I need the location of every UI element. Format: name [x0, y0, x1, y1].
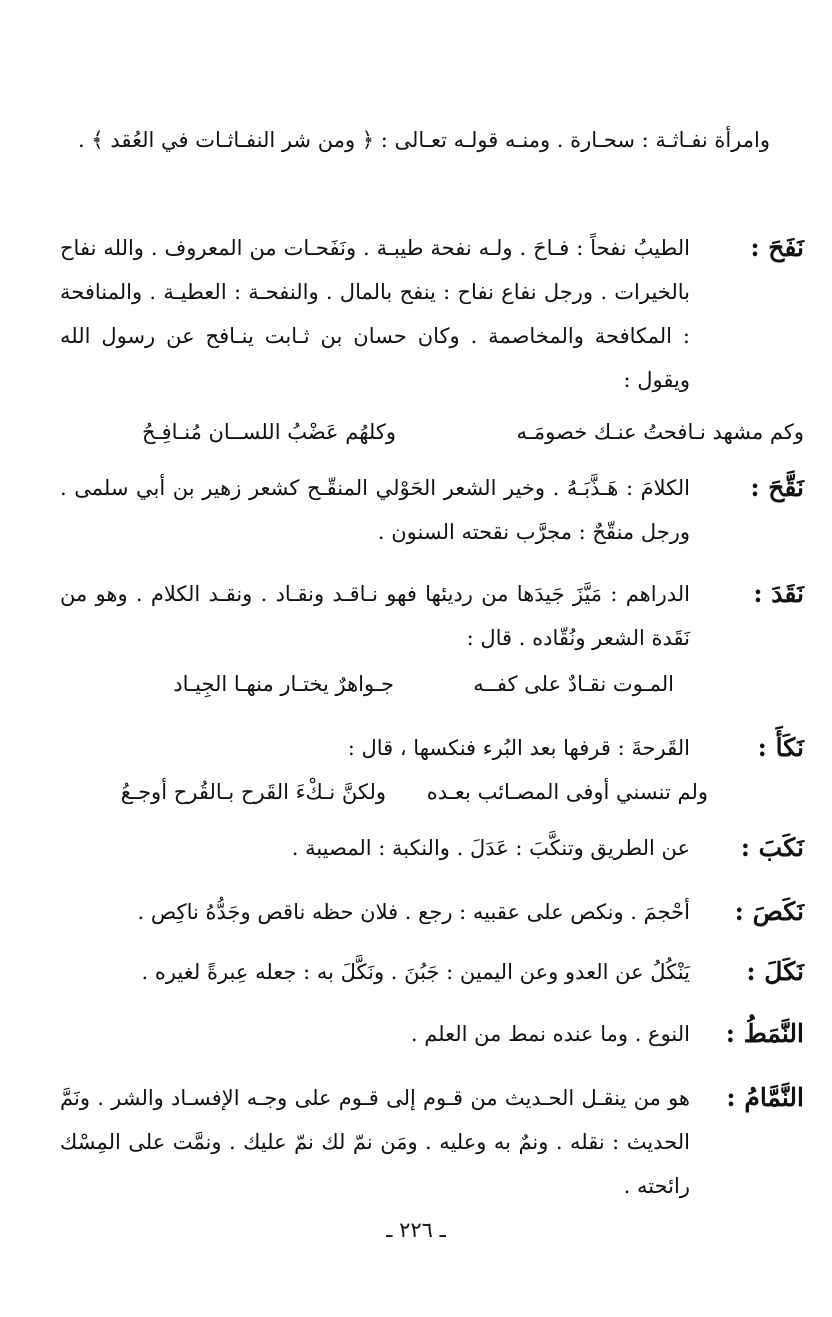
entry-body: القَرحةَ : قرفها بعد البُرء فنكسها ، قال : — [347, 736, 690, 760]
entry-body: الدراهم : مَيَّزَ جَيدَها من رديئها فهو نـاقـد ونقـاد . ونقـد الكلام . وهو من نَقَدة الشعر ونُقّاده . قال : — [60, 582, 690, 650]
entry-term: نَكَبَ : — [740, 833, 804, 862]
entry-body: يَنْكُلُ عن العدو وعن اليمين : جَبُنَ . ونَكَّلَ به : جعله عِبرةً لغيره . — [141, 960, 690, 984]
entry-term: نَقَّحَ : — [750, 473, 804, 502]
verse-second-hemistich: وكلهُم عَضْبُ اللســان مُنـافِـحُ — [141, 420, 396, 444]
entry-term: نَكَلَ : — [746, 957, 804, 986]
entry-body: عن الطريق وتنكَّبَ : عَدَلَ . والنكبة : المصيبة . — [291, 836, 690, 860]
verse-first-hemistich: ولم تنسني أوفى المصـائب بعـده — [426, 780, 708, 804]
entry-body: هو من ينقـل الحـديث من قـوم إلى قـوم على وجـه الإفسـاد والشر . ونَمَّ الحديث : نقله . ونمٌ به وعليه . ومَن نمّ لك نمّ عليك . ونمَّت على المِسْك رائحته . — [60, 1086, 690, 1198]
verse-first-hemistich: المـوت نقـادٌ على كفــه — [473, 672, 674, 696]
intro-paragraph: وامرأة نفـاثـة : سحـارة . ومنـه قولـه تعـالى : ﴿ ومن شر النفـاثـات في العُقد ﴾ . — [78, 128, 770, 152]
entry-term: نَكَصَ : — [734, 897, 804, 926]
entry-body: الكلامَ : هَـذَّبَـهُ . وخير الشعر الحَوْلي المنقّـح كشعر زهير بن أبي سلمى . ورجل منقّحٌ : مجرَّب نقحته السنون . — [60, 476, 690, 544]
verse-second-hemistich: ولكنَّ نـكْءَ القَرح بـالقُرح أوجـعُ — [120, 780, 386, 804]
entry-term: نَفَحَ : — [750, 233, 804, 262]
verse — [28, 662, 804, 706]
entry-body: أحْجمَ . ونكص على عقبيه : رجع . فلان حظه ناقص وجَدُّهُ ناكِص . — [137, 900, 690, 924]
entry-term: النَّمَطُ : — [725, 1019, 804, 1048]
verse — [28, 410, 804, 454]
entry-body: الطيبُ نفحاً : فـاحَ . ولـه نفحة طيبـة . ونَفَحـات من المعروف . والله نفاح بالخيرات . ورجل نفاع نفاح : ينفح بالمال . والنفحـة : العطيـة . والمنافحة : المكافحة والمخاصمة . وكان حسان بن ثـابت ينـافح عن رسول الله ويقول : — [60, 236, 690, 392]
entry-term: نَكَأَ : — [757, 733, 804, 762]
verse — [28, 770, 804, 814]
verse-second-hemistich: جـواهرٌ يختـار منهـا الجِيـاد — [173, 672, 394, 696]
entry-body: النوع . وما عنده نمط من العلم . — [410, 1022, 690, 1046]
entry-term: نَقَدَ : — [753, 579, 804, 608]
page-number: ـ ٢٢٦ ـ — [386, 1218, 446, 1242]
verse-first-hemistich: وكم مشهد نـافحتُ عنـك خصومَـه — [516, 420, 804, 444]
entry-term: النَّمَّامُ : — [726, 1083, 804, 1112]
